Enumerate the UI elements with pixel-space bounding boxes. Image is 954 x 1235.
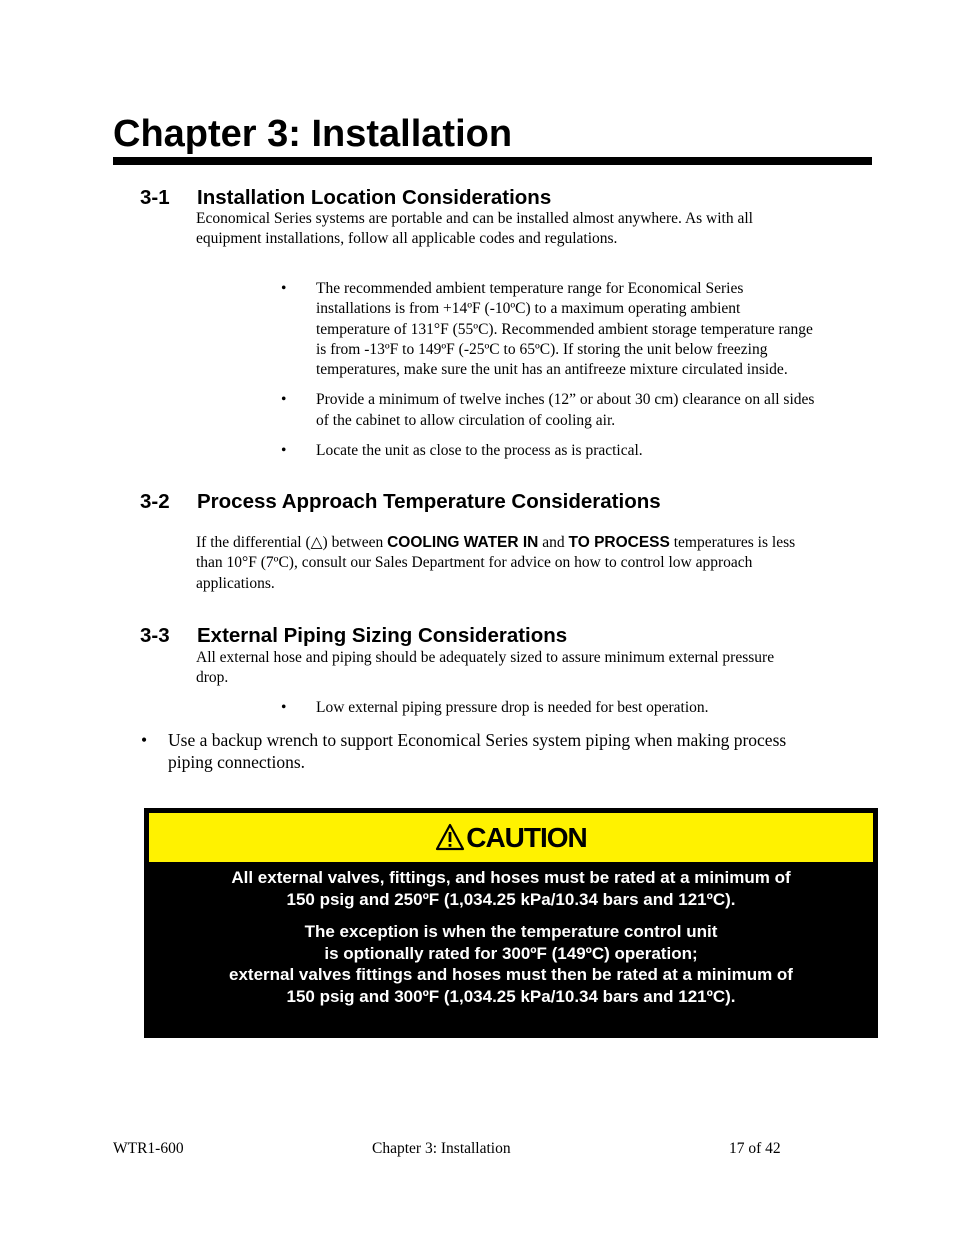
text-line: than 10°F (7ºC), consult our Sales Department for advice on how to control low approach [196, 554, 753, 572]
text-line: external valves fittings and hoses must then be rated at a minimum of [229, 965, 793, 985]
caution-paragraph-2 [144, 921, 878, 1008]
text-line: temperature of 131°F (55ºC). Recommended ambient storage temperature range [316, 320, 813, 338]
footer-chapter: Chapter 3: Installation [372, 1140, 511, 1157]
text-line: 150 psig and 250ºF (1,034.25 kPa/10.34 bars and 121ºC). [286, 889, 736, 909]
text-line: is from -13ºF to 149ºF (-25ºC to 65ºC). If storing the unit below freezing [316, 340, 768, 358]
section-title: External Piping Sizing Considerations [197, 624, 568, 647]
delta-symbol: △ [310, 534, 323, 551]
text-line: All external valves, fittings, and hoses must be rated at a minimum of [231, 868, 791, 887]
text-line: The exception is when the temperature control unit [304, 922, 718, 941]
text-line: All external hose and piping should be adequately sized to assure minimum external pressure [196, 649, 775, 666]
text-line: applications. [196, 574, 275, 592]
section-heading-3-1 [140, 185, 551, 211]
text-line: Economical Series systems are portable and can be installed almost anywhere. As with all [196, 210, 753, 227]
section-title: Installation Location Considerations [197, 186, 552, 209]
term-to-process: TO PROCESS [568, 534, 670, 551]
text-line: 150 psig and 300ºF (1,034.25 kPa/10.34 bars and 121ºC). [286, 987, 736, 1007]
section-3-2-paragraph [196, 533, 795, 594]
outer-bullet-item [141, 729, 841, 773]
text-line: is optionally rated for 300ºF (149ºC) operation; [324, 943, 698, 963]
text-line: Use a backup wrench to support Economical Series system piping when making process [168, 730, 787, 750]
list-item [281, 279, 814, 380]
list-item [281, 441, 814, 461]
term-cooling-water-in: COOLING WATER IN [387, 534, 539, 551]
text-line: installations is from +14ºF (-10ºC) to a maximum operating ambient [316, 300, 741, 318]
section-heading-3-3 [140, 623, 567, 649]
text-line: Low external piping pressure drop is needed for best operation. [316, 699, 709, 716]
text-fragment: ) between [322, 534, 388, 551]
section-3-3-intro [196, 648, 774, 689]
section-3-1-intro [196, 209, 753, 250]
warning-triangle-icon [435, 823, 465, 851]
footer-page-number: 17 of 42 [729, 1140, 781, 1157]
bullet-icon: • [281, 280, 287, 297]
text-line: of the cabinet to allow circulation of cooling air. [316, 411, 616, 429]
section-title: Process Approach Temperature Considerations [197, 490, 661, 513]
text-line: piping connections. [168, 752, 306, 772]
footer-doc-id: WTR1-600 [113, 1140, 184, 1157]
list-item [281, 698, 709, 718]
section-3-1-bullets [281, 279, 814, 461]
bullet-icon: • [281, 391, 287, 409]
text-line: The recommended ambient temperature range for Economical Series [316, 280, 744, 297]
bullet-icon: • [281, 699, 287, 716]
title-rule [113, 157, 872, 165]
section-heading-3-2 [140, 489, 661, 515]
caution-box [144, 808, 878, 1038]
text-fragment: If the differential ( [196, 534, 311, 551]
text-fragment: and [538, 534, 569, 551]
text-line: Locate the unit as close to the process as is practical. [316, 442, 643, 460]
text-line: drop. [196, 669, 229, 687]
text-line: Provide a minimum of twelve inches (12” or about 30 cm) clearance on all sides [316, 391, 815, 409]
outer-bullet-text [141, 729, 841, 773]
bullet-icon: • [281, 442, 287, 460]
section-3-3-bullets [281, 698, 709, 718]
bullet-icon: • [141, 730, 148, 750]
section-number: 3-1 [140, 186, 170, 209]
text-fragment: temperatures is less [669, 534, 796, 551]
text-line: temperatures, make sure the unit has an antifreeze mixture circulated inside. [316, 361, 788, 379]
list-item [281, 390, 814, 431]
caution-label: CAUTION [466, 821, 587, 853]
section-number: 3-3 [140, 624, 170, 647]
text-line: equipment installations, follow all applicable codes and regulations. [196, 230, 618, 248]
caution-paragraph-1 [144, 867, 878, 910]
chapter-title: Chapter 3: Installation [113, 113, 513, 155]
section-number: 3-2 [140, 490, 170, 513]
caution-header [149, 813, 873, 862]
